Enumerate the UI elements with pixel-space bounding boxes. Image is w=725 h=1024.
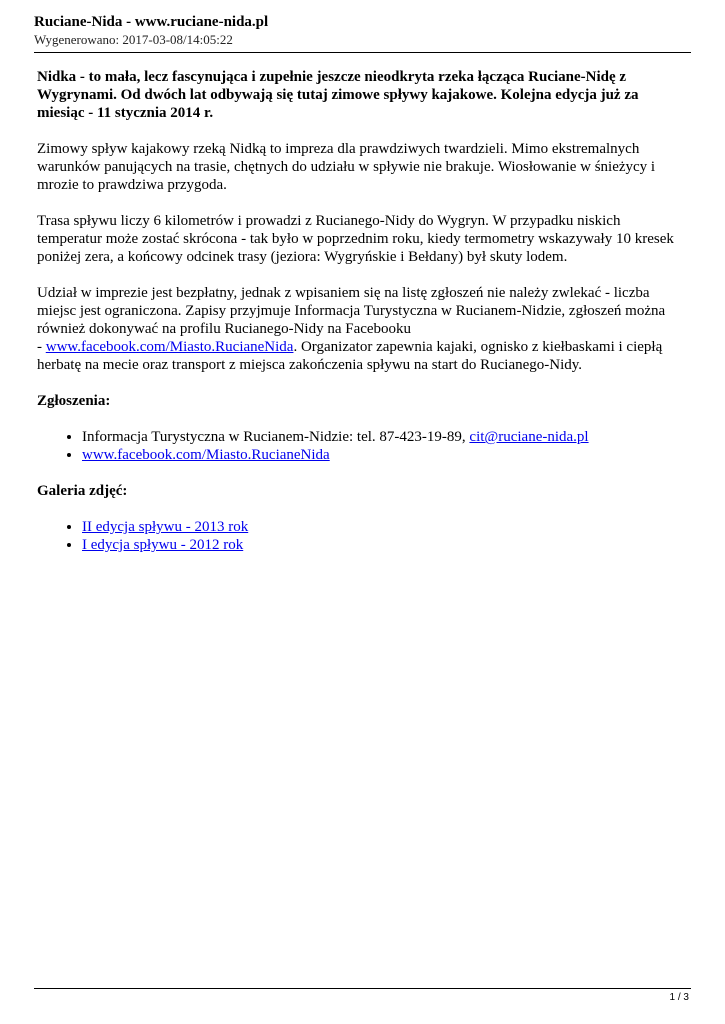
facebook-profile-link[interactable]: www.facebook.com/Miasto.RucianeNida: [82, 447, 330, 463]
site-title: Ruciane-Nida - www.ruciane-nida.pl: [34, 14, 269, 30]
paragraph-3-dash: -: [37, 339, 46, 355]
paragraph-3-text-after: . Organizator zapewnia kajaki, ognisko z kiełbaskami i ciepłą herbatę na mecie oraz transport z miejsca zakończenia spływu na start do Rucianego-Nidy.: [37, 339, 663, 373]
tourist-info-text: Informacja Turystyczna w Rucianem-Nidzie: tel. 87-423-19-89,: [82, 429, 470, 445]
generated-timestamp: Wygenerowano: 2017-03-08/14:05:22: [34, 32, 233, 47]
page-header: [34, 14, 691, 53]
paragraph-1: Zimowy spływ kajakowy rzeką Nidką to impreza dla prawdziwych twardzieli. Mimo ekstremalnych warunków panujących na trasie, chętnych do udziału w spływie nie brakuje. Wiosłowanie w śnieżycy i mrozie to prawdziwa przygoda.: [37, 141, 656, 193]
gallery-link-2012[interactable]: I edycja spływu - 2012 rok: [82, 537, 244, 553]
article-lead: Nidka - to mała, lecz fascynująca i zupełnie jeszcze nieodkryta rzeka łącząca Ruciane-Nidę z Wygrynami. Od dwóch lat odbywają się tutaj zimowe spływy kajakowe. Kolejna edycja już za miesiąc - 11 stycznia 2014 r.: [37, 69, 639, 121]
gallery-list: [37, 518, 685, 554]
email-link[interactable]: cit@ruciane-nida.pl: [469, 429, 589, 445]
gallery-heading: Galeria zdjęć:: [37, 483, 128, 499]
article-content: [37, 68, 685, 572]
page-number: 1 / 3: [669, 992, 689, 1003]
registration-list: [37, 428, 685, 464]
paragraph-2: Trasa spływu liczy 6 kilometrów i prowadzi z Rucianego-Nidy do Wygryn. W przypadku niskich temperatur może zostać skrócona - tak było w poprzednim roku, kiedy termometry wskazywały 10 kresek poniżej zera, a końcowy odcinek trasy (jeziora: Wygryńskie i Bełdany) był skuty lodem.: [37, 213, 674, 265]
list-item: [82, 536, 685, 554]
gallery-link-2013[interactable]: II edycja spływu - 2013 rok: [82, 519, 249, 535]
facebook-link[interactable]: www.facebook.com/Miasto.RucianeNida: [45, 339, 294, 355]
paragraph-3-text: Udział w imprezie jest bezpłatny, jednak z wpisaniem się na listę zgłoszeń nie należy zwlekać - liczba miejsc jest ograniczona. Zapisy przyjmuje Informacja Turystyczna w Rucianem-Nidzie, zgłoszeń można również dokonywać na profilu Rucianego-Nidy na Facebooku: [37, 285, 666, 337]
registration-heading: Zgłoszenia:: [37, 393, 111, 409]
paragraph-3: [37, 284, 685, 374]
list-item: [82, 428, 685, 446]
page-footer: [34, 988, 691, 1019]
list-item: [82, 446, 685, 464]
list-item: [82, 518, 685, 536]
